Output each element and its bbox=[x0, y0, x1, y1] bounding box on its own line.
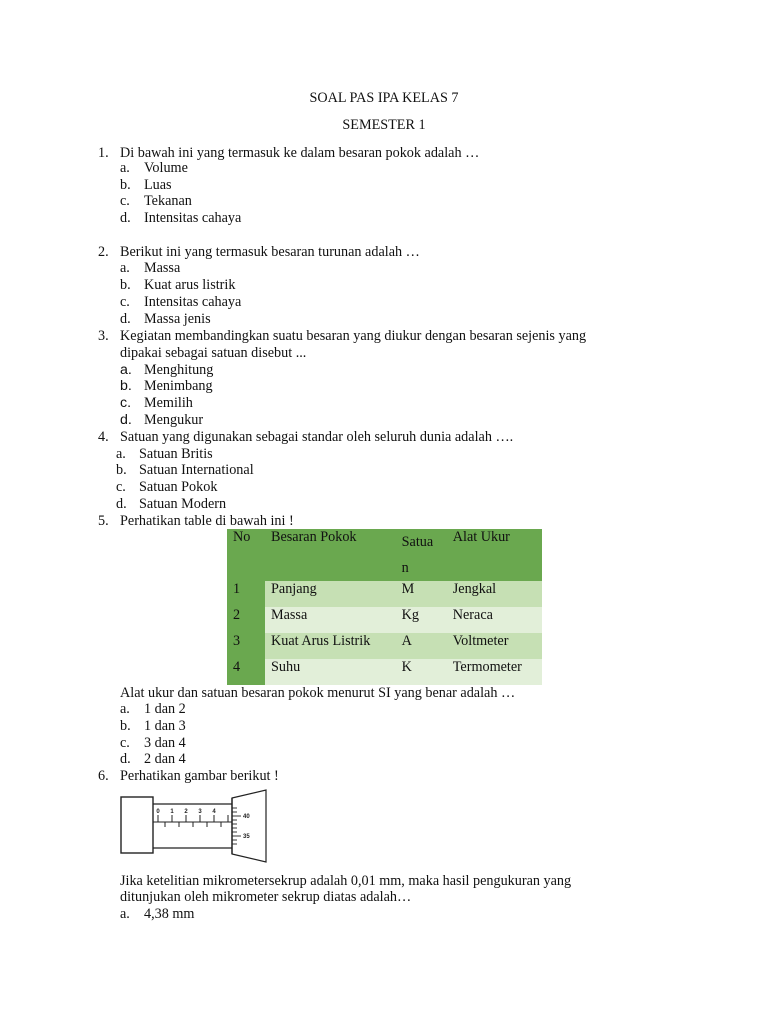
option-text: Satuan Britis bbox=[139, 446, 213, 462]
header-besaran: Besaran Pokok bbox=[265, 529, 396, 581]
option-letter: a. bbox=[120, 701, 130, 717]
option-text: Satuan Pokok bbox=[139, 479, 218, 495]
option-letter: a. bbox=[120, 906, 130, 922]
option-text: Tekanan bbox=[144, 193, 192, 209]
page-title: SOAL PAS IPA KELAS 7 bbox=[309, 90, 459, 106]
option-letter: b. bbox=[120, 378, 132, 394]
besaran-table bbox=[227, 529, 542, 685]
option-letter: b. bbox=[120, 277, 131, 293]
option-text: 1 dan 3 bbox=[144, 718, 186, 734]
header-alat: Alat Ukur bbox=[447, 529, 542, 581]
option-letter: b. bbox=[116, 462, 127, 478]
question-text: Di bawah ini yang termasuk ke dalam besaran pokok adalah … bbox=[120, 145, 480, 161]
table-row bbox=[227, 659, 542, 685]
cell-alat: Termometer bbox=[447, 659, 542, 685]
option-text: Intensitas cahaya bbox=[144, 294, 242, 310]
question-text: Jika ketelitian mikrometersekrup adalah 0,01 mm, maka hasil pengukuran yang bbox=[120, 873, 572, 889]
option-letter: d. bbox=[120, 751, 131, 767]
option-letter: a. bbox=[120, 160, 130, 176]
option-letter: c. bbox=[116, 479, 126, 495]
thimble-number: 40 bbox=[243, 814, 250, 820]
option-letter: a. bbox=[116, 446, 126, 462]
cell-alat: Voltmeter bbox=[447, 633, 542, 659]
cell-satuan: M bbox=[396, 581, 447, 607]
question-number: 3. bbox=[98, 328, 109, 344]
option-letter: d. bbox=[116, 496, 127, 512]
option-text: Intensitas cahaya bbox=[144, 210, 242, 226]
cell-besaran: Suhu bbox=[265, 659, 396, 685]
option-letter: c. bbox=[120, 294, 130, 310]
micrometer-illustration bbox=[116, 786, 288, 868]
option-letter: a. bbox=[120, 362, 132, 378]
option-text: 2 dan 4 bbox=[144, 751, 186, 767]
question-number: 2. bbox=[98, 244, 109, 260]
option-letter: c. bbox=[120, 395, 132, 411]
cell-satuan: A bbox=[396, 633, 447, 659]
cell-alat: Neraca bbox=[447, 607, 542, 633]
question-text: Satuan yang digunakan sebagai standar oleh seluruh dunia adalah …. bbox=[120, 429, 514, 445]
option-letter: c. bbox=[120, 193, 130, 209]
thimble-number: 35 bbox=[243, 834, 250, 840]
option-letter: d. bbox=[120, 311, 131, 327]
table-row bbox=[227, 607, 542, 633]
micrometer-frame bbox=[121, 797, 153, 853]
option-text: Volume bbox=[144, 160, 188, 176]
option-letter: a. bbox=[120, 260, 130, 276]
option-text: 3 dan 4 bbox=[144, 735, 186, 751]
cell-satuan: K bbox=[396, 659, 447, 685]
cell-no: 1 bbox=[227, 581, 265, 607]
sleeve-number: 1 bbox=[170, 809, 174, 815]
option-text: Luas bbox=[144, 177, 172, 193]
question-text: dipakai sebagai satuan disebut ... bbox=[120, 345, 307, 361]
micrometer-thimble bbox=[232, 790, 266, 862]
header-no: No bbox=[227, 529, 265, 581]
sleeve-number: 0 bbox=[156, 809, 160, 815]
question-text: Perhatikan gambar berikut ! bbox=[120, 768, 279, 784]
option-text: 4,38 mm bbox=[144, 906, 195, 922]
sleeve-scale-ticks bbox=[158, 815, 228, 827]
page-subtitle: SEMESTER 1 bbox=[342, 117, 426, 133]
cell-no: 3 bbox=[227, 633, 265, 659]
header-satuan-part2: n bbox=[401, 560, 409, 576]
cell-no: 4 bbox=[227, 659, 265, 685]
option-text: Satuan International bbox=[139, 462, 254, 478]
option-text: Menimbang bbox=[144, 378, 213, 394]
option-letter: b. bbox=[120, 177, 131, 193]
option-letter: c. bbox=[120, 735, 130, 751]
header-satuan bbox=[396, 529, 447, 581]
option-text: 1 dan 2 bbox=[144, 701, 186, 717]
cell-satuan: Kg bbox=[396, 607, 447, 633]
option-text: Satuan Modern bbox=[139, 496, 227, 512]
option-text: Memilih bbox=[144, 395, 193, 411]
option-letter: d. bbox=[120, 412, 132, 428]
question-text: Alat ukur dan satuan besaran pokok menurut SI yang benar adalah … bbox=[120, 685, 516, 701]
question-number: 6. bbox=[98, 768, 109, 784]
table-row bbox=[227, 581, 542, 607]
option-text: Menghitung bbox=[144, 362, 214, 378]
header-satuan-part1: Satua bbox=[401, 534, 434, 550]
table-row bbox=[227, 633, 542, 659]
option-text: Kuat arus listrik bbox=[144, 277, 236, 293]
sleeve-number: 3 bbox=[198, 809, 202, 815]
option-text: Massa jenis bbox=[144, 311, 211, 327]
option-text: Massa bbox=[144, 260, 181, 276]
cell-besaran: Panjang bbox=[265, 581, 396, 607]
question-number: 1. bbox=[98, 145, 109, 161]
option-text: Mengukur bbox=[144, 412, 204, 428]
cell-no: 2 bbox=[227, 607, 265, 633]
table-header-row bbox=[227, 529, 542, 581]
option-letter: b. bbox=[120, 718, 131, 734]
question-number: 5. bbox=[98, 513, 109, 529]
question-text: Perhatikan table di bawah ini ! bbox=[120, 513, 294, 529]
sleeve-number: 4 bbox=[212, 809, 216, 815]
cell-alat: Jengkal bbox=[447, 581, 542, 607]
question-text: Berikut ini yang termasuk besaran turunan adalah … bbox=[120, 244, 420, 260]
option-letter: d. bbox=[120, 210, 131, 226]
question-number: 4. bbox=[98, 429, 109, 445]
question-text: ditunjukan oleh mikrometer sekrup diatas adalah… bbox=[120, 889, 412, 905]
sleeve-number: 2 bbox=[184, 809, 188, 815]
cell-besaran: Kuat Arus Listrik bbox=[265, 633, 396, 659]
question-text: Kegiatan membandingkan suatu besaran yang diukur dengan besaran sejenis yang bbox=[120, 328, 587, 344]
cell-besaran: Massa bbox=[265, 607, 396, 633]
